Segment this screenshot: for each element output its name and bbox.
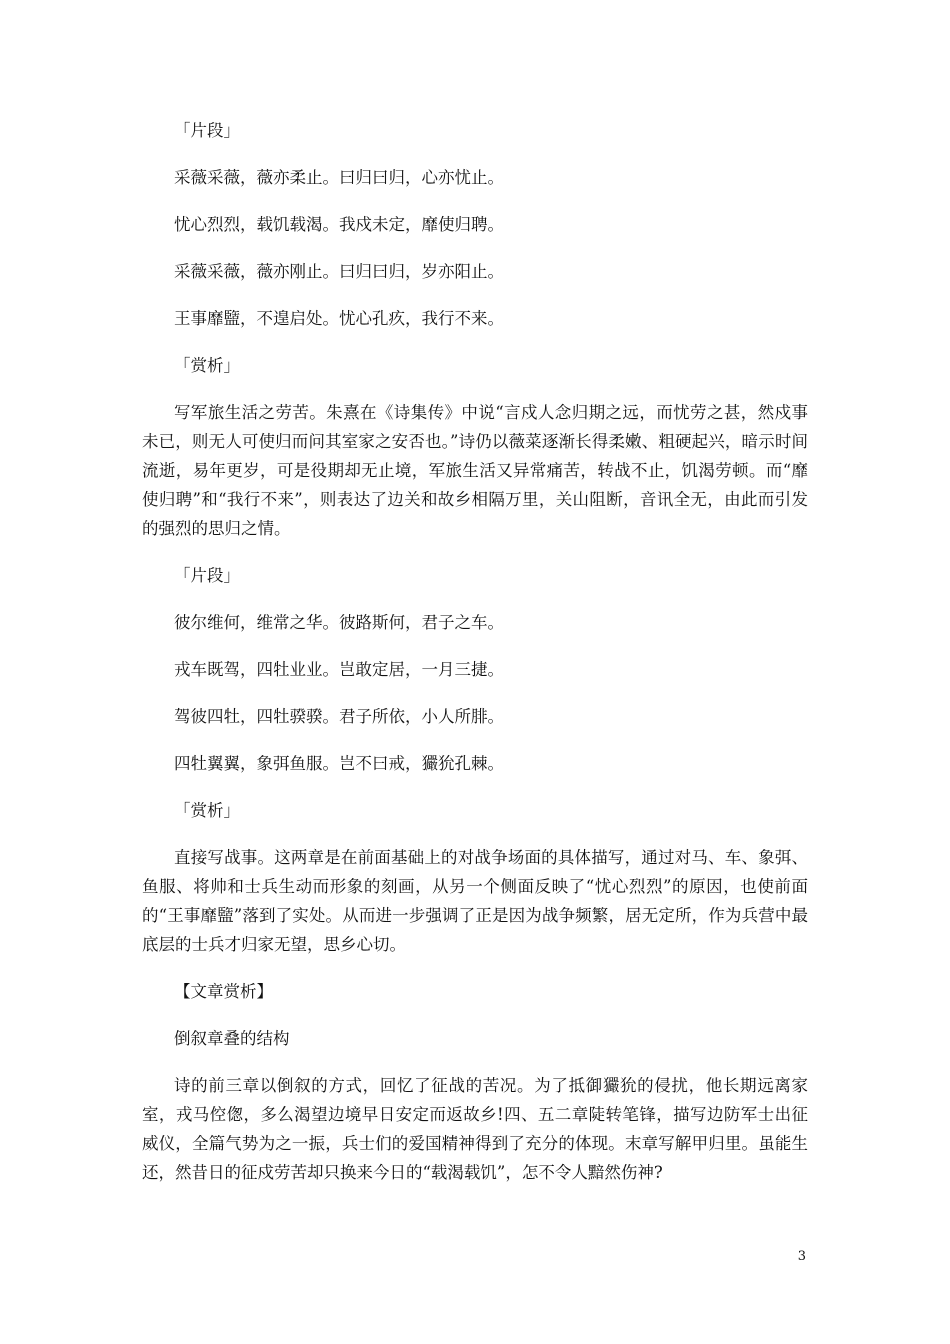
poem-line: 戎车既驾，四牡业业。岂敢定居，一月三捷。 — [174, 660, 504, 679]
section-heading-analysis: 「赏析」 — [174, 801, 240, 820]
page-number: 3 — [797, 1249, 806, 1264]
poem-line: 采薇采薇，薇亦柔止。曰归曰归，心亦忧止。 — [174, 168, 504, 187]
document-content — [142, 116, 808, 1205]
poem-line: 四牡翼翼，象弭鱼服。岂不曰戒，玁狁孔棘。 — [174, 754, 504, 773]
poem-line: 忧心烈烈，载饥载渴。我戍未定，靡使归聘。 — [174, 215, 504, 234]
section-heading-fragment: 「片段」 — [174, 566, 240, 585]
poem-line: 王事靡盬，不遑启处。忧心孔疚，我行不来。 — [174, 309, 504, 328]
poem-line: 彼尔维何，维常之华。彼路斯何，君子之车。 — [174, 613, 504, 632]
section-heading-fragment: 「片段」 — [174, 121, 240, 140]
subheading-structure: 倒叙章叠的结构 — [174, 1029, 290, 1048]
analysis-paragraph: 直接写战事。这两章是在前面基础上的对战争场面的具体描写，通过对马、车、象弭、鱼服、将帅和士兵生动而形象的刻画，从另一个侧面反映了“忧心烈烈”的原因，也使前面的“王事靡盬”落到了实处。从而进一步强调了正是因为战争频繁，居无定所，作为兵营中最底层的士兵才归家无望，思乡心切。 — [142, 848, 808, 954]
analysis-paragraph: 写军旅生活之劳苦。朱熹在《诗集传》中说“言戍人念归期之远，而忧劳之甚，然戍事未已，则无人可使归而问其室家之安否也。”诗仍以薇菜逐渐长得柔嫩、粗硬起兴，暗示时间流逝，易年更岁，可是役期却无止境，军旅生活又异常痛苦，转战不止，饥渴劳顿。而“靡使归聘”和“我行不来”，则表达了边关和故乡相隔万里，关山阻断，音讯全无，由此而引发的强烈的思归之情。 — [142, 403, 808, 538]
poem-line: 采薇采薇，薇亦刚止。曰归曰归，岁亦阳止。 — [174, 262, 504, 281]
analysis-paragraph: 诗的前三章以倒叙的方式，回忆了征战的苦况。为了抵御玁狁的侵扰，他长期远离家室，戎马倥偬，多么渴望边境早日安定而返故乡!四、五二章陡转笔锋，描写边防军士出征威仪，全篇气势为之一振，兵士们的爱国精神得到了充分的体现。末章写解甲归里。虽能生还，然昔日的征戍劳苦却只换来今日的“载渴载饥”，怎不令人黯然伤神? — [142, 1076, 808, 1182]
poem-line: 驾彼四牡，四牡骙骙。君子所依，小人所腓。 — [174, 707, 504, 726]
section-heading-article-analysis: 【文章赏析】 — [174, 982, 273, 1001]
section-heading-analysis: 「赏析」 — [174, 356, 240, 375]
